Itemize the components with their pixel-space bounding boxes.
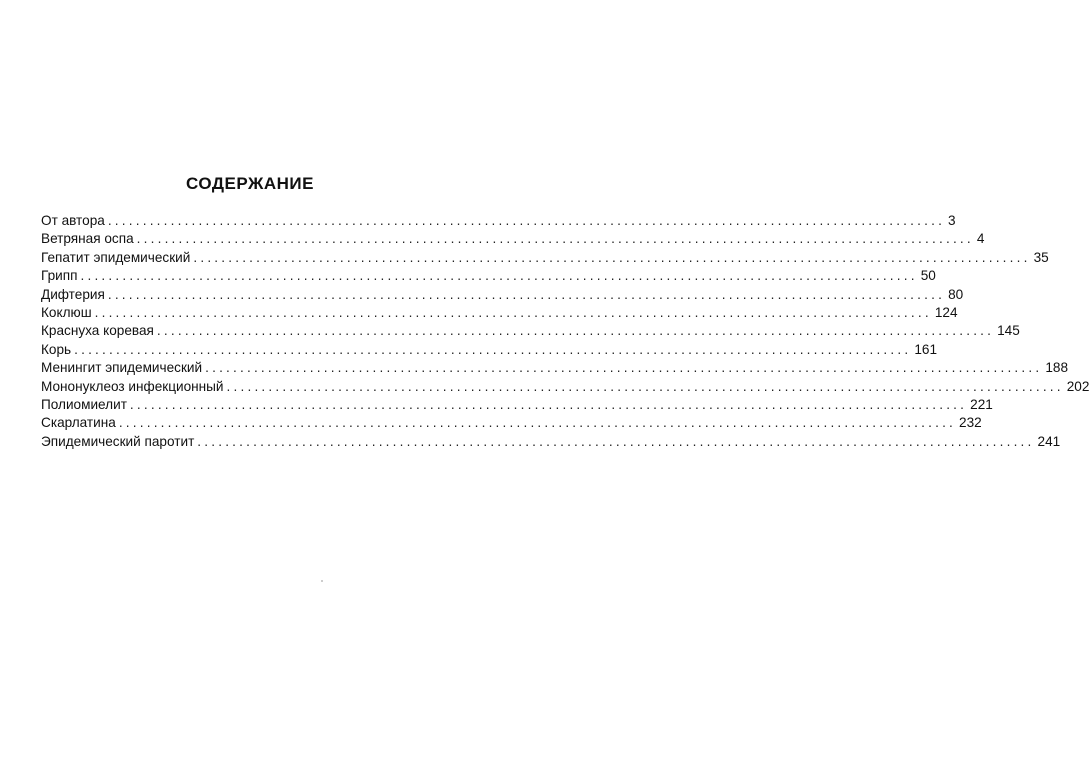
toc-entry bbox=[41, 433, 1061, 451]
toc-entry-page: 35 bbox=[1033, 249, 1049, 265]
toc-entry bbox=[41, 212, 956, 230]
toc-entry-label: Скарлатина bbox=[41, 415, 116, 431]
dot-leader: ........................................................................................................................ bbox=[129, 396, 968, 412]
toc-entry-label: Коклюш bbox=[41, 304, 92, 320]
toc-entry-label: Дифтерия bbox=[41, 286, 105, 302]
dot-leader: ........................................................................................................................ bbox=[80, 268, 918, 284]
dot-leader: ........................................................................................................................ bbox=[136, 231, 974, 247]
toc-entry-label: Ветряная оспа bbox=[41, 231, 134, 247]
toc-entry-label: Гепатит эпидемический bbox=[41, 249, 191, 265]
toc-entry-label: От автора bbox=[41, 213, 105, 228]
toc-entry bbox=[41, 322, 1020, 340]
dot-leader: ........................................................................................................................ bbox=[226, 378, 1064, 394]
toc-entry bbox=[41, 414, 982, 432]
toc-entry-label: Полиомиелит bbox=[41, 396, 127, 412]
toc-entry-page: 80 bbox=[948, 286, 964, 302]
toc-entry-label: Грипп bbox=[41, 268, 78, 284]
toc-entry-page: 145 bbox=[997, 323, 1020, 339]
toc-entry bbox=[41, 396, 993, 414]
toc-entry-page: 161 bbox=[914, 341, 938, 357]
dot-leader: ........................................................................................................................ bbox=[193, 249, 1031, 265]
dot-leader: ........................................................................................................................ bbox=[118, 415, 957, 431]
toc-entry-page: 221 bbox=[970, 396, 993, 412]
toc-entry bbox=[41, 267, 936, 285]
toc-entry bbox=[41, 249, 1049, 267]
toc-entry-page: 232 bbox=[959, 415, 982, 431]
toc-entry bbox=[41, 286, 964, 304]
dot-leader: ........................................................................................................................ bbox=[107, 213, 946, 228]
dot-leader: ........................................................................................................................ bbox=[205, 360, 1043, 376]
toc-entry-label: Эпидемический паротит bbox=[41, 433, 195, 449]
toc-entry bbox=[41, 378, 1089, 396]
toc-entry-label: Краснуха коревая bbox=[41, 323, 154, 339]
toc-entry-page: 50 bbox=[920, 268, 936, 284]
table-of-contents bbox=[41, 212, 1089, 451]
toc-entry bbox=[41, 359, 1069, 377]
page-title: СОДЕРЖАНИЕ bbox=[186, 174, 314, 193]
dot-leader: ........................................................................................................................ bbox=[74, 341, 912, 357]
paper-speck bbox=[321, 580, 323, 582]
dot-leader: ........................................................................................................................ bbox=[94, 304, 932, 320]
toc-entry-page: 188 bbox=[1045, 360, 1069, 376]
toc-entry-label: Менингит эпидемический bbox=[41, 360, 203, 376]
toc-entry bbox=[41, 230, 985, 248]
dot-leader: ........................................................................................................................ bbox=[197, 433, 1035, 449]
toc-entry-page: 124 bbox=[934, 304, 958, 320]
dot-leader: ........................................................................................................................ bbox=[107, 286, 946, 302]
dot-leader: ........................................................................................................................ bbox=[156, 323, 995, 339]
toc-entry-page: 3 bbox=[948, 213, 956, 228]
toc-entry bbox=[41, 304, 958, 322]
toc-entry-label: Корь bbox=[41, 341, 72, 357]
toc-entry-page: 202 bbox=[1066, 378, 1089, 394]
toc-entry-page: 241 bbox=[1037, 433, 1061, 449]
toc-entry-page: 4 bbox=[976, 231, 985, 247]
toc-entry-label: Мононуклеоз инфекционный bbox=[41, 378, 224, 394]
toc-entry bbox=[41, 341, 938, 359]
